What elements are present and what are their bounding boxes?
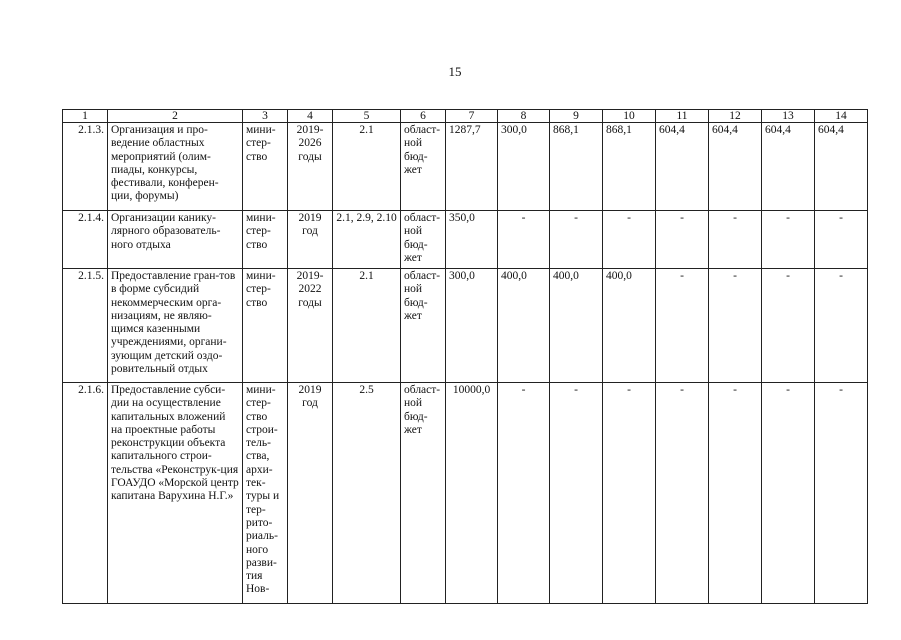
column-number: 13	[762, 110, 815, 123]
item-value: 300,0	[498, 123, 550, 211]
item-value: -	[709, 211, 762, 269]
item-indicators: 2.1	[333, 269, 401, 383]
item-name: Предоставление субси-дии на осуществление капитальных вложений на проектные работы реконструкции объекта капитального строи-тельства «Реконструк-ция ГОАУДО «Морской центр капитана Варухина Н.Г.»	[108, 383, 243, 604]
column-number: 5	[333, 110, 401, 123]
item-period: 2019 год	[288, 211, 333, 269]
column-number: 1	[63, 110, 108, 123]
item-value: 604,4	[709, 123, 762, 211]
item-value: 10000,0	[446, 383, 498, 604]
item-period: 2019 год	[288, 383, 333, 604]
item-value: -	[709, 383, 762, 604]
item-value: 868,1	[603, 123, 656, 211]
table-row	[63, 211, 868, 269]
column-number-row	[63, 110, 868, 123]
column-number: 7	[446, 110, 498, 123]
item-value: -	[498, 211, 550, 269]
item-value: 1287,7	[446, 123, 498, 211]
column-number: 12	[709, 110, 762, 123]
item-value: -	[762, 383, 815, 604]
item-value: -	[656, 269, 709, 383]
item-value: -	[550, 383, 603, 604]
item-value: 400,0	[603, 269, 656, 383]
item-value: -	[656, 211, 709, 269]
item-code: 2.1.4.	[63, 211, 108, 269]
item-value: 604,4	[815, 123, 868, 211]
item-executor: мини-стер-ство	[243, 123, 288, 211]
item-value: 400,0	[498, 269, 550, 383]
table-row	[63, 383, 868, 604]
column-number: 8	[498, 110, 550, 123]
item-source: област-ной бюд-жет	[401, 211, 446, 269]
item-value: -	[815, 383, 868, 604]
item-value: 300,0	[446, 269, 498, 383]
item-value: -	[762, 211, 815, 269]
column-number: 10	[603, 110, 656, 123]
item-indicators: 2.5	[333, 383, 401, 604]
item-value: 350,0	[446, 211, 498, 269]
item-value: -	[603, 211, 656, 269]
item-code: 2.1.5.	[63, 269, 108, 383]
item-name: Организация и про-ведение областных мероприятий (олим-пиады, конкурсы, фестивали, конферен-ции, форумы)	[108, 123, 243, 211]
item-value: -	[762, 269, 815, 383]
item-value: -	[815, 269, 868, 383]
item-value: -	[815, 211, 868, 269]
item-name: Организации канику-лярного образователь-ного отдыха	[108, 211, 243, 269]
item-period: 2019-2026 годы	[288, 123, 333, 211]
item-name: Предоставление гран-тов в форме субсидий некоммерческим орга-низациям, не являю-щимся казенными учреждениями, органи-зующим детский оздо-ровительный отдых	[108, 269, 243, 383]
item-value: 604,4	[656, 123, 709, 211]
item-source: област-ной бюд-жет	[401, 269, 446, 383]
item-source: област-ной бюд-жет	[401, 123, 446, 211]
item-code: 2.1.3.	[63, 123, 108, 211]
item-value: 604,4	[762, 123, 815, 211]
table-row	[63, 269, 868, 383]
item-executor: мини-стер-ство строи-тель-ства, архи-тек-туры и тер-рито-риаль-ного разви-тия Нов-	[243, 383, 288, 604]
column-number: 14	[815, 110, 868, 123]
column-number: 3	[243, 110, 288, 123]
item-indicators: 2.1, 2.9, 2.10	[333, 211, 401, 269]
column-number: 11	[656, 110, 709, 123]
item-executor: мини-стер-ство	[243, 269, 288, 383]
item-value: 400,0	[550, 269, 603, 383]
item-source: област-ной бюд-жет	[401, 383, 446, 604]
item-value: -	[603, 383, 656, 604]
column-number: 6	[401, 110, 446, 123]
item-period: 2019-2022 годы	[288, 269, 333, 383]
item-executor: мини-стер-ство	[243, 211, 288, 269]
column-number: 2	[108, 110, 243, 123]
item-value: -	[656, 383, 709, 604]
item-value: -	[709, 269, 762, 383]
column-number: 4	[288, 110, 333, 123]
item-value: 868,1	[550, 123, 603, 211]
table-row	[63, 123, 868, 211]
page-number: 15	[448, 64, 462, 79]
budget-table	[62, 109, 868, 604]
item-indicators: 2.1	[333, 123, 401, 211]
item-code: 2.1.6.	[63, 383, 108, 604]
item-value: -	[550, 211, 603, 269]
item-value: -	[498, 383, 550, 604]
column-number: 9	[550, 110, 603, 123]
